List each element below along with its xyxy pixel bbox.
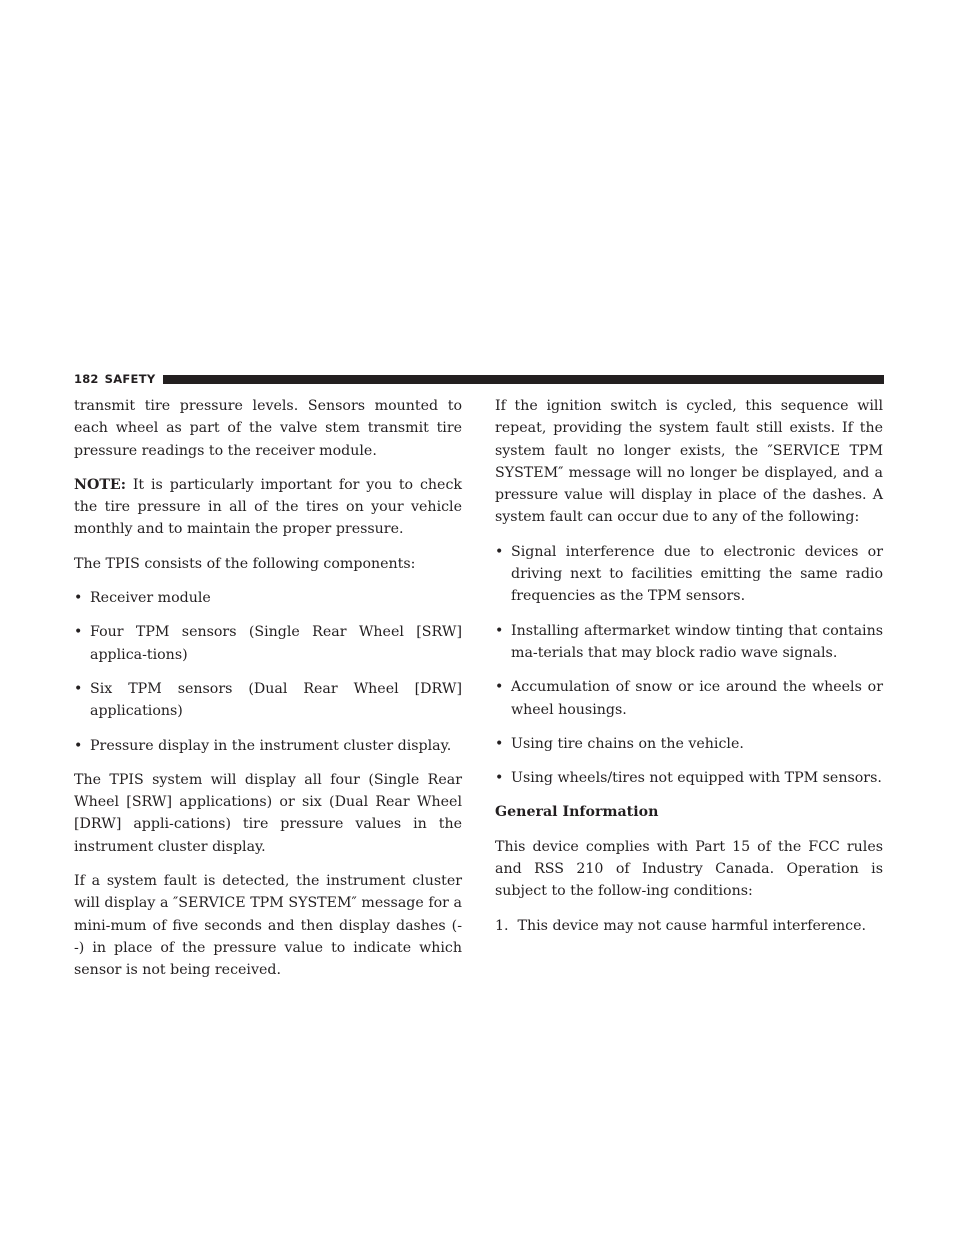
header-rule — [163, 375, 884, 384]
list-item: • Pressure display in the instrument cluster display. — [74, 735, 462, 757]
intro-paragraph: transmit tire pressure levels. Sensors mounted to each wheel as part of the valve stem transmit tire pressure readings to the receiver module. — [74, 398, 462, 459]
bullet-icon: • — [495, 770, 504, 787]
list-item: • Using wheels/tires not equipped with TPM sensors. — [495, 767, 883, 789]
list-item: • Using tire chains on the vehicle. — [495, 733, 883, 755]
bullet-icon: • — [74, 590, 83, 607]
condition-number: 1. — [495, 917, 509, 934]
fault-causes-list — [495, 541, 883, 790]
note-paragraph — [74, 474, 462, 541]
numbered-condition — [495, 915, 883, 937]
list-item: • Accumulation of snow or ice around the wheels or wheel housings. — [495, 676, 883, 721]
section-title: SAFETY — [104, 372, 156, 386]
bullet-icon: • — [495, 679, 504, 696]
list-item: • Receiver module — [74, 587, 462, 609]
bullet-icon: • — [74, 680, 83, 697]
right-column — [495, 395, 883, 949]
display-paragraph: The TPIS system will display all four (Single Rear Wheel [SRW] applications) or six (Dual Rear Wheel [DRW] appli-cations) tire pressure values in the instrument cluster display. — [74, 771, 462, 855]
general-information-heading: General Information — [495, 804, 659, 821]
fcc-paragraph: This device complies with Part 15 of the FCC rules and RSS 210 of Industry Canada. Operation is subject to the follow-ing conditions: — [495, 838, 883, 900]
bullet-icon: • — [495, 543, 504, 560]
bullet-icon: • — [74, 737, 83, 754]
note-label: NOTE: — [74, 476, 126, 493]
bullet-icon: • — [495, 735, 504, 752]
left-column — [74, 395, 462, 994]
fault-paragraph: If a system fault is detected, the instrument cluster will display a ″SERVICE TPM SYSTEM″ message for a mini-mum of five seconds and then display dashes (- -) in place of the pressure value to indicate which sensor is not being received. — [74, 873, 462, 979]
list-item: • Six TPM sensors (Dual Rear Wheel [DRW] applications) — [74, 678, 462, 723]
cycled-paragraph: If the ignition switch is cycled, this sequence will repeat, providing the system fault still exists. If the system fault no longer exists, the ″SERVICE TPM SYSTEM″ message will no longer be displayed, and a pressure value will display in place of the dashes. A system fault can occur due to any of the following: — [495, 398, 883, 526]
condition-text: This device may not cause harmful interference. — [517, 917, 867, 934]
components-list — [74, 587, 462, 757]
page-header — [74, 370, 884, 388]
list-item: • Signal interference due to electronic devices or driving next to facilities emitting the same radio frequencies as the TPM sensors. — [495, 541, 883, 608]
note-text: It is particularly important for you to check the tire pressure in all of the tires on your vehicle monthly and to maintain the proper pressure. — [74, 476, 462, 538]
bullet-icon: • — [74, 624, 83, 641]
list-item: • Four TPM sensors (Single Rear Wheel [SRW] applica-tions) — [74, 621, 462, 666]
list-item: • Installing aftermarket window tinting that contains ma-terials that may block radio wave signals. — [495, 620, 883, 665]
bullet-icon: • — [495, 622, 504, 639]
components-intro: The TPIS consists of the following components: — [74, 555, 416, 572]
page-number: 182 — [74, 372, 99, 386]
